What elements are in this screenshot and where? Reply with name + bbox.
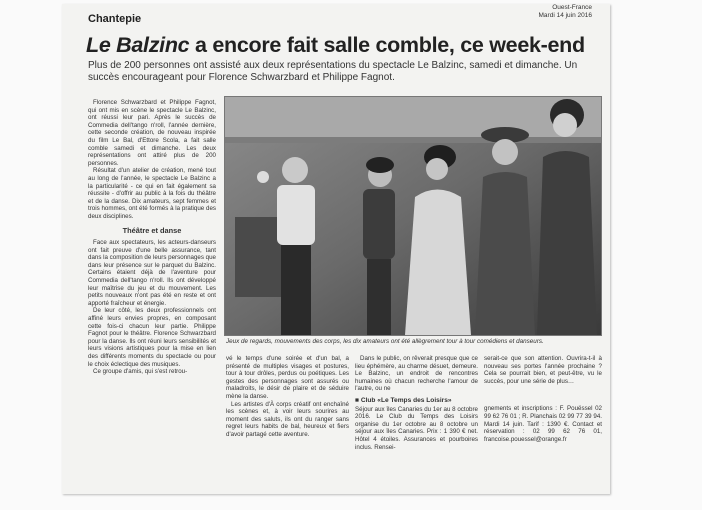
article-column-2: [226, 355, 349, 439]
col1-paragraph-2: Résultat d'un atelier de création, mené tout au long de l'année, le spectacle Le Balzinc a la particularité - ce qui en fait également sa réussite - d'offrir au public à la fois du théâtre et de la danse. Dix amateurs, sept femmes et trois hommes, ont été formés à la pratique des deux disciplines.: [88, 167, 216, 220]
headline-italic: Le Balzinc: [86, 33, 190, 57]
photo-caption: Jeux de regards, mouvements des corps, les dix amateurs ont été allègrement tour à tour comédiens et danseurs.: [226, 338, 544, 345]
subheading: Théâtre et danse: [122, 225, 182, 235]
club-text-part-2: gnements et inscriptions : F. Pouëssel 02 99 62 76 01 ; R. Planchais 02 99 77 39 94. Mardi 14 juin. Tarif : 1390 €. Contact et réservation : 02 99 62 76 01, francoise.pouessel@orange.fr: [484, 405, 602, 443]
source-info: [520, 4, 592, 20]
col1-paragraph-1: Florence Schwarzbard et Philippe Fagnot, qui ont mis en scène le spectacle Le Balzinc, ont réussi leur pari. Après le succès de Commedia dell'tango n'roll, l'année dernière, cette seconde création, de nouveau inspirée du film Le Bal, d'Ettore Scola, a fait salle comble samedi et dimanche. Les deux représentations ont attiré plus de 200 personnes.: [88, 99, 216, 167]
photo-illustration: [225, 97, 601, 335]
article-column-3: [355, 355, 478, 451]
newspaper-name: Ouest-France: [552, 4, 592, 11]
col4-paragraph-1: serait-ce que son attention. Ouvrira-t-il à nouveau ses portes l'année prochaine ? Cela se pourrait bien, et peut-être, vu le succès, pour une série de plus…: [484, 355, 602, 385]
col1-paragraph-4: De leur côté, les deux professionnels ont affiné leurs envies propres, en composant cette fois-ci chacun leur partie. Philippe Fagnot pour le théâtre. Florence Schwarzbard pour la danse. Ils ont réuni leurs sensibilités et leurs visions artistiques pour la mise en lien des différents moments du spectacle ou pour le choix éclectique des musiques.: [88, 307, 216, 368]
club-title: ■ Club «Le Temps des Loisirs»: [355, 396, 452, 404]
col2-paragraph-1: vé le temps d'une soirée et d'un bal, a présenté de multiples visages et postures, tour à tour drôles, perdus ou poétiques. Les gestes des personnages sont assurés ou maladroits, le désir de plaire et de séduire mène la danse.: [226, 355, 349, 400]
col2-paragraph-2: Les artistes d'À corps créatif ont enchaîné les scènes et, à voir leurs sourires au moment des saluts, ils ont du ranger sans regret leurs habits de bal, heureux et fiers d'avoir partagé cette aventure.: [226, 400, 349, 438]
article-column-4: [484, 355, 602, 443]
publication-date: Mardi 14 juin 2016: [538, 12, 592, 19]
col3-paragraph-1: Dans le public, on rêverait presque que ce lieu éphémère, au charme désuet, demeure. Le Balzinc, un endroit de rencontres humaines où chacun recherche l'amour de l'autre, ou ne: [355, 355, 478, 393]
headline: [86, 33, 606, 58]
col1-paragraph-5: Ce groupe d'amis, qui s'est retrou-: [93, 368, 188, 376]
headline-rest: a encore fait salle comble, ce week-end: [189, 33, 585, 57]
performers-photo: [224, 96, 602, 336]
section-title: Chantepie: [88, 13, 142, 25]
lead-paragraph: Plus de 200 personnes ont assisté aux deux représentations du spectacle Le Balzinc, samedi et dimanche. Un succès encourageant pour Florence Schwarzbard et Philippe Fagnot.: [88, 60, 578, 83]
col1-paragraph-3: Face aux spectateurs, les acteurs-danseurs ont fait preuve d'une belle assurance, tant dans la composition de leurs personnages que dans leur présence sur le parquet du Balzinc. Certains étaient déjà de l'aventure pour Commedia dell'tango n'roll. Ils ont développé leur maîtrise du jeu et du mouvement. Les petits nouveaux n'ont pas été en reste et ont apporté fraîcheur et énergie.: [88, 239, 216, 307]
article-column-1: [88, 99, 216, 376]
club-text-part-1: Séjour aux îles Canaries du 1er au 8 octobre 2016. Le Club du Temps des Loisirs organise du 1er octobre au 8 octobre un séjour aux îles Canaries. Prix : 1 390 € net. Hôtel 4 étoiles. Assurances et pourboires inclus. Rensei-: [355, 405, 478, 451]
